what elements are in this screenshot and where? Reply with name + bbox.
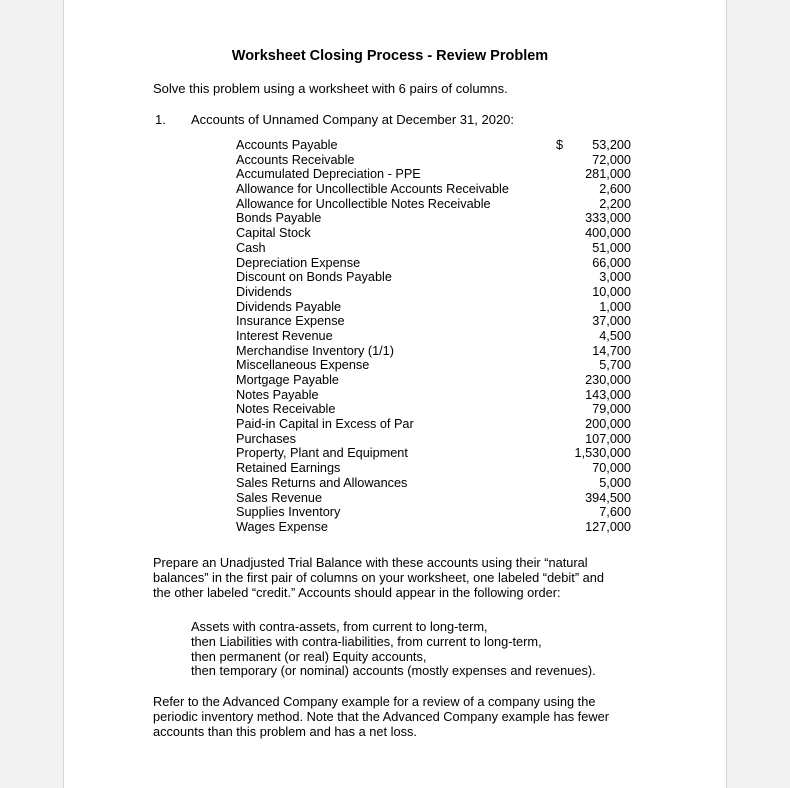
account-row [236,256,631,271]
account-row [236,373,631,388]
account-amount: 79,000 [592,402,631,417]
account-amount: 394,500 [585,490,631,505]
account-row [236,505,631,520]
account-order-list [191,620,671,679]
account-row [236,197,631,212]
page-title: Worksheet Closing Process - Review Problem [231,48,549,64]
intro-text: Solve this problem using a worksheet with 6 pairs of columns. [153,81,508,96]
account-amount: 127,000 [585,519,631,534]
account-row [236,329,631,344]
account-amount: 4,500 [599,328,631,343]
account-name: Merchandise Inventory (1/1) [236,343,394,358]
account-amount: 1,530,000 [574,446,631,461]
account-name: Allowance for Uncollectible Accounts Receivable [236,182,509,197]
account-name: Accumulated Depreciation - PPE [236,167,421,182]
account-amount: 51,000 [592,240,631,255]
account-row [236,314,631,329]
account-amount: 66,000 [592,255,631,270]
account-row [236,446,631,461]
account-name: Supplies Inventory [236,505,341,520]
account-amount: 107,000 [585,431,631,446]
account-name: Accounts Payable [236,138,338,152]
account-name: Mortgage Payable [236,373,339,387]
account-name: Property, Plant and Equipment [236,446,408,461]
currency-symbol: $ [556,138,564,152]
account-amount: 281,000 [585,167,631,182]
account-row [236,358,631,373]
account-amount: 7,600 [599,505,631,520]
account-amount: 5,700 [599,358,631,373]
order-item: then Liabilities with contra-liabilities, from current to long-term, [191,633,542,649]
account-name: Allowance for Uncollectible Notes Receivable [236,196,491,211]
account-amount: 230,000 [585,373,631,387]
account-name: Accounts Receivable [236,152,355,167]
account-name: Purchases [236,431,296,446]
account-name: Interest Revenue [236,328,333,343]
order-item: Assets with contra-assets, from current to long-term, [191,619,488,634]
account-row [236,432,631,447]
account-row [236,226,631,241]
account-row [236,491,631,506]
account-amount: 143,000 [585,387,631,402]
account-row [236,417,631,432]
account-row [236,344,631,359]
account-row [236,211,631,226]
account-amount: 14,700 [592,343,631,358]
account-row [236,241,631,256]
instructions-paragraph: Prepare an Unadjusted Trial Balance with these accounts using their “natural balances” in the first pair of columns on your worksheet, one labeled “debit” and the other labeled “credit.” Accounts should appear in the following order: [153,555,604,600]
accounts-list [236,138,631,535]
account-row [236,300,631,315]
order-item: then temporary (or nominal) accounts (mostly expenses and revenues). [191,663,596,679]
account-name: Insurance Expense [236,314,345,329]
account-name: Dividends Payable [236,299,342,314]
account-amount: 70,000 [592,461,631,476]
account-row [236,520,631,535]
account-row [236,138,631,153]
account-name: Depreciation Expense [236,255,361,270]
account-amount: 53,200 [592,138,631,152]
account-name: Discount on Bonds Payable [236,270,392,285]
account-name: Miscellaneous Expense [236,358,370,373]
account-name: Wages Expense [236,519,328,534]
account-name: Dividends [236,284,292,299]
account-amount: 1,000 [599,299,631,314]
account-amount: 5,000 [599,475,631,490]
account-row [236,461,631,476]
question-number: 1. [155,112,166,127]
account-name: Cash [236,240,266,255]
account-amount: 10,000 [592,284,631,299]
account-name: Notes Receivable [236,402,336,417]
account-amount: 37,000 [592,314,631,329]
account-name: Sales Revenue [236,490,323,505]
account-amount: 333,000 [585,211,631,226]
reference-paragraph: Refer to the Advanced Company example for a review of a company using the periodic inventory method. Note that the Advanced Company example has fewer accounts than this problem and has a net loss. [153,694,609,739]
document-page [63,0,727,788]
account-amount: 2,200 [599,196,631,211]
order-item: then permanent (or real) Equity accounts, [191,648,427,664]
account-row [236,476,631,491]
account-name: Bonds Payable [236,211,322,226]
account-row [236,153,631,168]
account-row [236,167,631,182]
account-name: Capital Stock [236,226,311,241]
account-name: Paid-in Capital in Excess of Par [236,417,414,432]
account-row [236,270,631,285]
question-text: Accounts of Unnamed Company at December 31, 2020: [191,112,515,127]
account-amount: 72,000 [592,152,631,167]
account-amount: 400,000 [585,226,631,241]
account-row [236,388,631,403]
account-amount: 2,600 [599,182,631,197]
account-amount: 200,000 [585,417,631,432]
account-row [236,182,631,197]
account-amount: 3,000 [599,270,631,285]
account-name: Retained Earnings [236,461,341,476]
account-row [236,402,631,417]
account-name: Notes Payable [236,387,319,402]
account-name: Sales Returns and Allowances [236,475,408,490]
account-row [236,285,631,300]
